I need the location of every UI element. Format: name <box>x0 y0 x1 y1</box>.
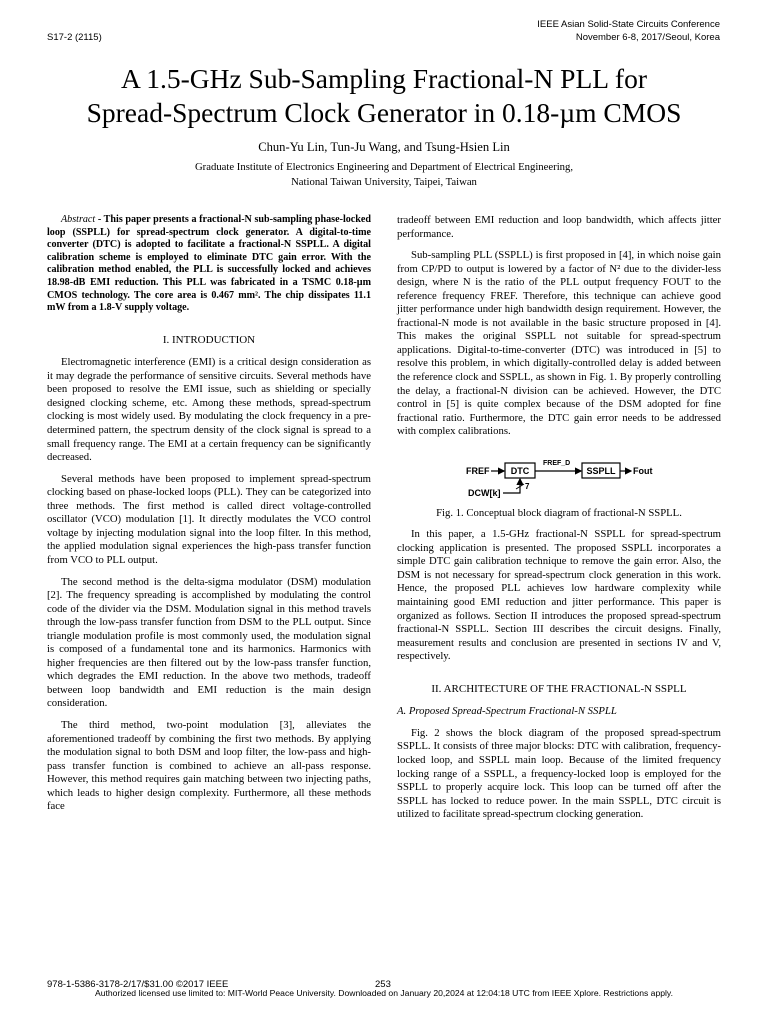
affiliation-line-1: Graduate Institute of Electronics Engineering and Department of Electrical Engineering, <box>194 161 574 173</box>
conference-header <box>537 19 720 44</box>
body-paragraph: Electromagnetic interference (EMI) is a critical design consideration as it may degrade the performance of sensitive circuits. Several methods have been proposed to resolve the EMI issue, such as shielding or specially designed clocking scheme, etc. Among these methods, spread-spectrum clocking is most widely used. By modulating the clock frequency in a pre-determined pattern, the spectrum density of the clock signal is spread to a small frequency range. The EMI at a certain frequency can be significantly decreased. <box>47 356 371 464</box>
body-paragraph: In this paper, a 1.5-GHz fractional-N SSPLL for spread-spectrum clocking application is presented. The proposed SSPLL incorporates a simple DTC gain calibration technique to remove the gain error. Also, the DSM is not necessary for spread-spectrum clock generation in this work. Hence, the proposed PLL achieves low hardware complexity while maintaining good EMI reduction and jitter performance. This paper is organized as follows. Section II introduces the proposed spread-spectrum fractional-N SSPLL. Section III describes the circuit designs. Finally, measurement results and conclusion are presented in sections IV and V, respectively. <box>397 528 721 663</box>
abstract <box>47 214 371 315</box>
body-paragraph: Fig. 2 shows the block diagram of the proposed spread-spectrum SSPLL. It consists of three major blocks: DTC with calibration, frequency-locked loop, and SSPLL main loop. Because of the limited frequency locking range of a SSPLL, a frequency-locked loop is employed for the SSPLL to properly acquire lock. This loop can be turned off after the SSPLL has locked to reduce power. In the main SSPLL, DTC circuit is utilized to facilitate spread-spectrum clocking generation. <box>397 726 721 821</box>
authors: Chun-Yu Lin, Tun-Ju Wang, and Tsung-Hsien Lin <box>258 140 510 154</box>
title-line-2: Spread-Spectrum Clock Generator in 0.18-µm CMOS <box>86 97 682 128</box>
abstract-label: Abstract <box>61 214 96 225</box>
dcw-arrow <box>503 479 520 493</box>
body-paragraph: tradeoff between EMI reduction and loop bandwidth, which affects jitter performance. <box>397 214 721 240</box>
license-notice: Authorized licensed use limited to: MIT-World Peace University. Downloaded on January 20,2024 at 12:04:18 UTC from IEEE Xplore. Restrictions apply. <box>95 988 673 998</box>
right-column <box>397 214 721 822</box>
affiliation <box>0 160 768 189</box>
conference-date: November 6-8, 2017/Seoul, Korea <box>575 31 720 43</box>
title-line-1: A 1.5-GHz Sub-Sampling Fractional-N PLL for <box>121 63 647 94</box>
sspll-label: SSPLL <box>586 465 616 476</box>
dcw-label: DCW[k] <box>468 487 501 498</box>
dtc-label: DTC <box>510 465 530 476</box>
page-number: 253 <box>375 979 391 990</box>
section-heading-architecture: II. ARCHITECTURE OF THE FRACTIONAL-N SSPLL <box>431 682 687 695</box>
fout-label: Fout <box>633 465 653 476</box>
block-diagram <box>397 449 721 499</box>
paper-title <box>20 62 748 130</box>
subsection-heading: A. Proposed Spread-Spectrum Fractional-N SSPLL <box>397 705 617 718</box>
affiliation-line-2: National Taiwan University, Taipei, Taiwan <box>291 175 477 188</box>
figure-1-diagram <box>397 449 721 499</box>
bus-width-label: 7 <box>525 481 530 491</box>
footer-isbn: 978-1-5386-3178-2/17/$31.00 ©2017 IEEE <box>47 979 229 990</box>
section-heading-introduction: I. INTRODUCTION <box>162 333 256 346</box>
fref-d-label: FREF_D <box>543 459 571 467</box>
body-paragraph: The third method, two-point modulation [3], alleviates the aforementioned tradeoff by combining the first two methods. By applying the modulation signal to both DSM and loop filter, the low-pass and high-pass transfer function is combined to achieve an all-pass response. However, this method requires gain matching between two injecting paths, which leads to higher design complexity. Furthermore, all these methods face <box>47 718 371 813</box>
abstract-text: - This paper presents a fractional-N sub-sampling phase-locked loop (SSPLL) for spread-spectrum clock generator. A digital-to-time converter (DTC) is adopted to facilitate a fractional-N SSPLL. A digital calibration scheme is employed to eliminate DTC gain error. With the calibration method enabled, the PLL is successfully locked and achieves 18.98-dB EMI reduction. This PLL was fabricated in a TSMC 0.18-µm CMOS technology. The core area is 0.467 mm². The chip dissipates 11.1 mW from a 1.8-V supply voltage. <box>47 214 371 314</box>
conference-name: IEEE Asian Solid-State Circuits Conference <box>537 19 720 30</box>
left-column <box>47 214 371 814</box>
body-paragraph: The second method is the delta-sigma modulator (DSM) modulation [2]. The frequency spreading is accomplished by modulating the control code of the divider via the DSM. Modulation signal in this method travels through the low-pass transfer function from DSM to the PLL output. Since triangle modulation profile is most commonly used, the modulation signal is composed of a fundamental tone and its harmonics. Harmonics with higher frequencies are then filtered out by the low-pass transfer function, which degrades the EMI reduction. In the above two methods, tradeoff between loop bandwidth and EMI reduction is the main design consideration. <box>47 575 371 710</box>
fref-label: FREF <box>466 465 490 476</box>
body-paragraph: Sub-sampling PLL (SSPLL) is first proposed in [4], in which noise gain from CP/PD to output is lowered by a factor of N² due to the divider-less design, where N is the ratio of the PLL output frequency FOUT to the reference frequency FREF. Therefore, this technique can achieve good jitter performance under high bandwidth design requirement. However, the fractional-N mode is not available in the basic structure proposed in [4]. This makes the original SSPLL not suitable for spread-spectrum applications. Digital-to-time-converter (DTC) was introduced in [5] to resolve this problem, in which digitally-controlled delay is added between the reference clock and SSPLL, as shown in Fig. 1. By properly controlling the delay, a fractional-N division can be achieved. However, the DTC control in [5] is quite complex because of the DSM adopted for fine fractional ratio. Furthermore, the DTC gain error needs to be addressed with complex calibrations. <box>397 249 721 438</box>
conference-code: S17-2 (2115) <box>47 32 102 43</box>
body-paragraph: Several methods have been proposed to implement spread-spectrum clocking based on phase-locked loops (PLL). They can be categorized into three methods. The first method is called direct voltage-controlled oscillator (VCO) modulation [1]. It directly modulates the VCO control voltage by injecting modulation signal into the loop filter. In this method, the applied modulation signal experiences the high-pass transfer function from VCO to PLL output. <box>47 472 371 566</box>
figure-1-caption: Fig. 1. Conceptual block diagram of fractional-N SSPLL. <box>436 506 682 519</box>
